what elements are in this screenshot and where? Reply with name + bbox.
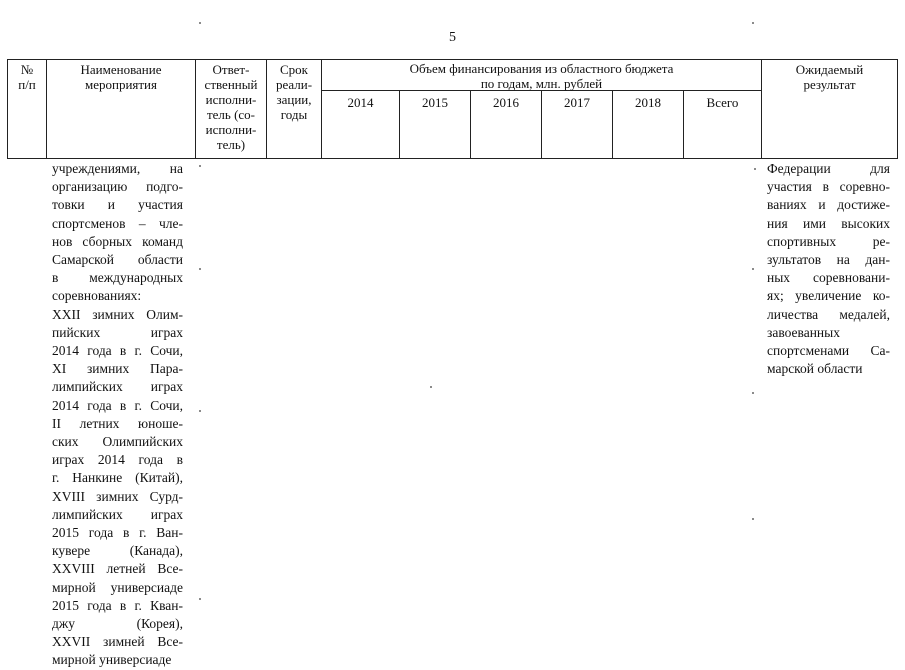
text-line: в международных xyxy=(52,270,183,286)
text-line: Федерации для xyxy=(767,161,890,176)
text-line: организацию подго- xyxy=(52,179,183,195)
text-line: марской области xyxy=(767,361,863,377)
scan-speck xyxy=(752,268,754,270)
text-line: г. Нанкине (Китай), xyxy=(52,470,183,486)
text-line: XI зимних Пара- xyxy=(52,361,183,377)
expected-result-text xyxy=(767,160,890,378)
text-line: джу (Корея), xyxy=(52,616,183,632)
text-line: учреждениями, на xyxy=(52,161,183,176)
text-line: ваниях и достиже- xyxy=(767,197,890,213)
text-line: спортсменов – чле- xyxy=(52,215,183,231)
year-2018-label: 2018 xyxy=(635,95,661,110)
text-line: ных соревновани- xyxy=(767,270,890,286)
text-line: 2015 года в г. Кван- xyxy=(52,597,183,613)
year-2015-label: 2015 xyxy=(422,95,448,110)
text-line: 2014 года в г. Сочи, xyxy=(52,397,183,413)
text-line: спортивных ре- xyxy=(767,233,890,249)
year-2017-label: 2017 xyxy=(564,95,590,110)
text-line: мирной универсиаде xyxy=(52,652,172,668)
scan-speck xyxy=(199,165,201,167)
text-line: XXVIII летней Все- xyxy=(52,561,183,577)
scan-speck xyxy=(752,518,754,520)
text-line: спортсменами Са- xyxy=(767,343,890,359)
text-line: Самарской области xyxy=(52,252,183,268)
header-funding-label: Объем финансирования из областного бюджета по годам, млн. рублей xyxy=(409,61,674,91)
scan-speck xyxy=(199,22,201,24)
text-line: ях; увеличение ко- xyxy=(767,288,890,304)
header-name-label: Наименование мероприятия xyxy=(80,62,162,92)
text-line: пийских играх xyxy=(52,324,183,340)
text-line: лимпийских играх xyxy=(52,379,183,395)
text-line: XXVII зимней Все- xyxy=(52,634,183,650)
text-line: ских Олимпийских xyxy=(52,434,183,450)
text-line: II летних юношe- xyxy=(52,415,183,431)
text-line: 2015 года в г. Ван- xyxy=(52,525,183,541)
year-2014-label: 2014 xyxy=(347,95,374,110)
text-line: личества медалей, xyxy=(767,306,890,322)
text-line: нов сборных команд xyxy=(52,233,183,249)
scan-speck xyxy=(199,268,201,270)
text-line: кувере (Канада), xyxy=(52,543,183,559)
scan-speck xyxy=(430,386,432,388)
scan-speck xyxy=(199,410,201,412)
text-line: лимпийских играх xyxy=(52,506,183,522)
header-result-label: Ожидаемый результат xyxy=(795,62,864,92)
text-line: мирной универсиаде xyxy=(52,579,183,595)
text-line: 2014 года в г. Сочи, xyxy=(52,343,183,359)
text-line: XXII зимних Олим- xyxy=(52,306,183,322)
header-number-label: № п/п xyxy=(18,62,36,92)
scan-speck xyxy=(199,598,201,600)
total-label: Всего xyxy=(706,95,739,110)
scan-speck xyxy=(754,168,756,170)
text-line: XVIII зимних Сурд- xyxy=(52,488,183,504)
text-line: ния ими высоких xyxy=(767,215,890,231)
text-line: завоеванных xyxy=(767,324,840,340)
scan-speck xyxy=(752,22,754,24)
scan-speck xyxy=(752,392,754,394)
year-2016-label: 2016 xyxy=(493,95,519,110)
header-responsible-label: Ответ- ственный исполни- тель (со- исполни- тель) xyxy=(204,62,258,152)
text-line: играх 2014 года в xyxy=(52,452,183,468)
page-number: 5 xyxy=(449,30,456,45)
activity-name-text xyxy=(52,160,183,670)
text-line: зультатов на дан- xyxy=(767,252,890,268)
header-term-label: Срок реали- зации, годы xyxy=(275,62,313,122)
text-line: товки и участия xyxy=(52,197,183,213)
text-line: участия в соревно- xyxy=(767,179,890,195)
text-line: соревнованиях: xyxy=(52,288,142,304)
